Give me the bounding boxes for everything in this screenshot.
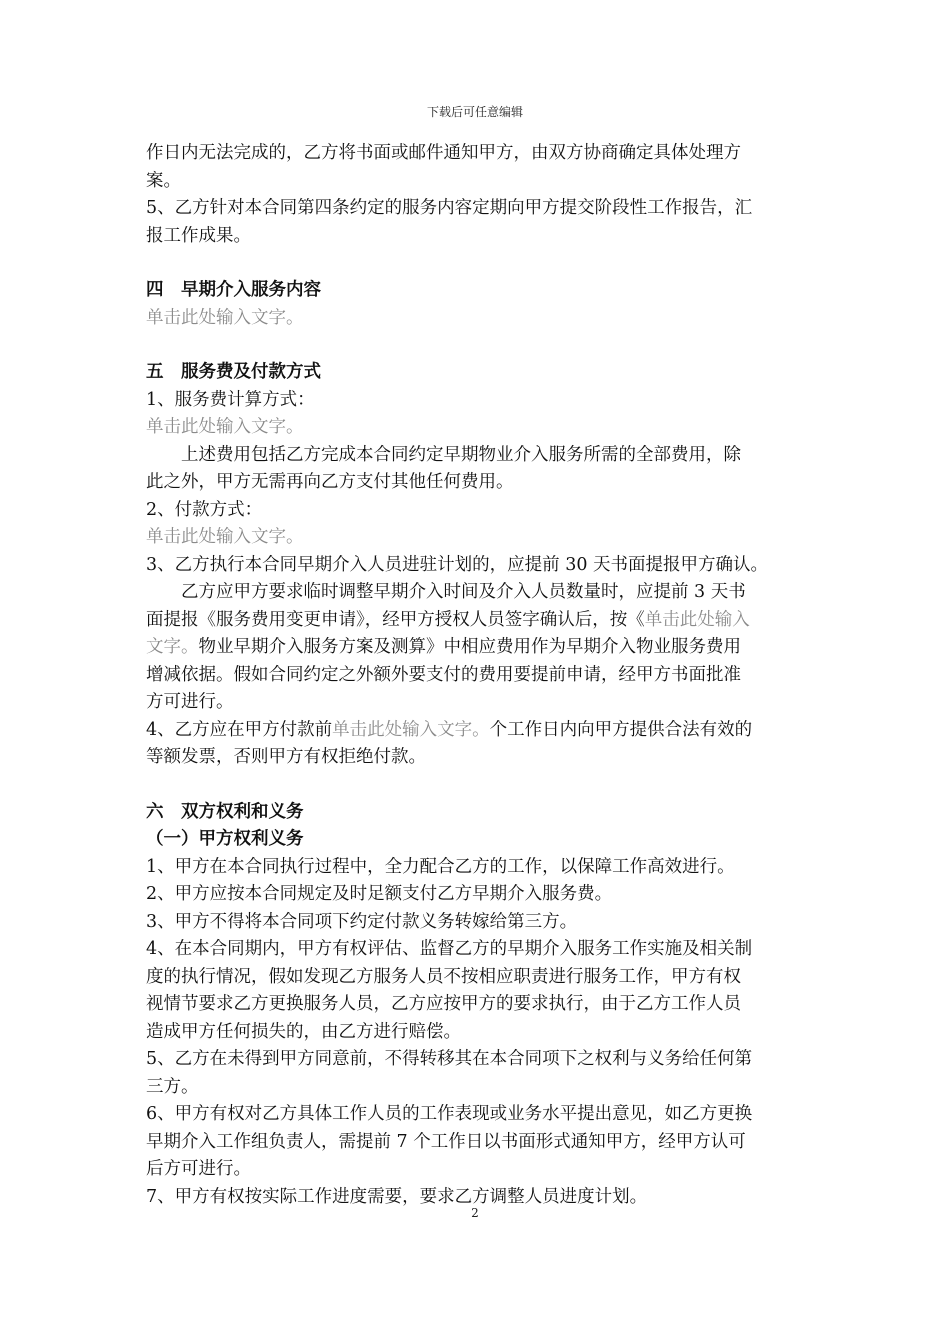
text-line: 5、乙方针对本合同第四条约定的服务内容定期向甲方提交阶段性工作报告，汇 (146, 198, 753, 218)
placeholder-field[interactable]: 单击此处输入 (644, 609, 750, 630)
spacer (146, 332, 810, 359)
placeholder-field[interactable]: 文字。 (146, 637, 199, 657)
text-line (146, 634, 810, 662)
text-line: 7、甲方有权按实际工作进度需要，要求乙方调整人员进度计划。 (146, 1186, 648, 1207)
text-line: 此之外，甲方无需再向乙方支付其他任何费用。 (146, 472, 514, 492)
text-line: 度的执行情况，假如发现乙方服务人员不按相应职责进行服务工作，甲方有权 (146, 966, 741, 987)
page-number: 2 (471, 1206, 479, 1220)
placeholder-field[interactable]: 单击此处输入文字。 (146, 307, 304, 328)
text-segment: 4、乙方应在甲方付款前 (146, 719, 333, 740)
text-line: 1、甲方在本合同执行过程中，全力配合乙方的工作，以保障工作高效进行。 (146, 856, 735, 877)
text-segment: 面提报《服务费用变更申请》，经甲方授权人员签字确认后，按《 (146, 609, 645, 630)
text-line: 三方。 (146, 1076, 199, 1097)
spacer (146, 250, 810, 277)
text-segment: 个工作日内向甲方提供合法有效的 (489, 719, 753, 740)
subsection-heading: （一）甲方权利义务 (146, 829, 304, 849)
text-line: 作日内无法完成的，乙方将书面或邮件通知甲方，由双方协商确定具体处理方 (146, 143, 741, 163)
text-line: 视情节要求乙方更换服务人员，乙方应按甲方的要求执行，由于乙方工作人员 (146, 994, 741, 1014)
text-line: 1、服务费计算方式： (146, 389, 315, 410)
text-line: 方可进行。 (146, 692, 234, 712)
text-line: 5、乙方在未得到甲方同意前，不得转移其在本合同项下之权利与义务给任何第 (146, 1049, 753, 1069)
placeholder-field[interactable]: 单击此处输入文字。 (146, 527, 304, 547)
document-body (146, 140, 810, 1211)
section-5-heading: 五 服务费及付款方式 (146, 362, 321, 382)
text-line: 早期介入工作组负责人，需提前 7 个工作日以书面形式通知甲方，经甲方认可 (146, 1131, 746, 1152)
text-line: 报工作成果。 (146, 225, 251, 246)
text-line (146, 717, 810, 745)
text-line: 等额发票，否则甲方有权拒绝付款。 (146, 747, 426, 767)
spacer (146, 772, 810, 799)
text-line: 后方可进行。 (146, 1159, 251, 1179)
placeholder-field[interactable]: 单击此处输入文字。 (146, 417, 304, 437)
text-line: 乙方应甲方要求临时调整早期介入时间及介入人员数量时，应提前 3 天书 (181, 582, 746, 602)
text-line: 3、乙方执行本合同早期介入人员进驻计划的，应提前 30 天书面提报甲方确认。 (146, 554, 769, 575)
section-6-heading: 六 双方权利和义务 (146, 801, 304, 822)
text-line: 4、在本合同期内，甲方有权评估、监督乙方的早期介入服务工作实施及相关制 (146, 939, 753, 959)
text-segment: 物业早期介入服务方案及测算》中相应费用作为早期介入物业服务费用 (198, 637, 741, 657)
text-line: 造成甲方任何损失的，由乙方进行赔偿。 (146, 1021, 461, 1042)
section-4-heading: 四 早期介入服务内容 (146, 280, 321, 300)
text-line: 增减依据。假如合同约定之外额外要支付的费用要提前申请，经甲方书面批准 (146, 664, 741, 685)
text-line: 3、甲方不得将本合同项下约定付款义务转嫁给第三方。 (146, 911, 578, 932)
text-line: 6、甲方有权对乙方具体工作人员的工作表现或业务水平提出意见，如乙方更换 (146, 1104, 753, 1124)
page-header: 下载后可任意编辑 (426, 105, 523, 119)
text-line: 2、甲方应按本合同规定及时足额支付乙方早期介入服务费。 (146, 884, 613, 904)
placeholder-field[interactable]: 单击此处输入文字。 (332, 719, 490, 740)
text-line: 上述费用包括乙方完成本合同约定早期物业介入服务所需的全部费用，除 (181, 444, 741, 465)
text-line: 2、付款方式： (146, 499, 263, 520)
text-line: 案。 (146, 170, 181, 191)
text-line (146, 607, 810, 635)
